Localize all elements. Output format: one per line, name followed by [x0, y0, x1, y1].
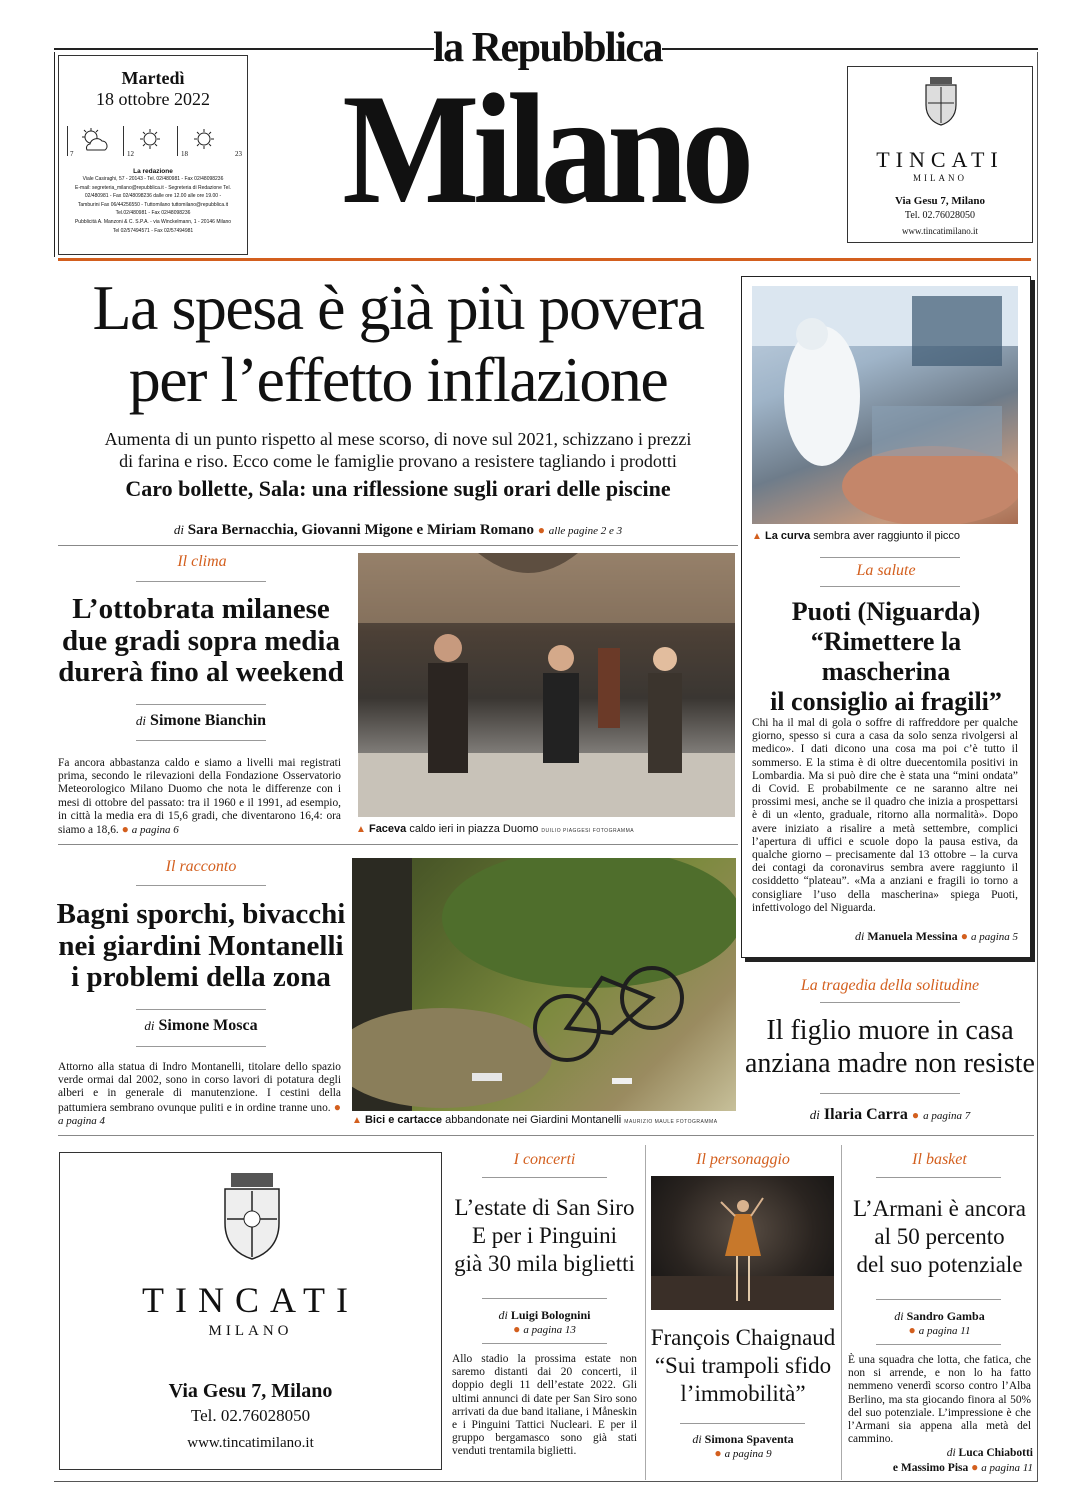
lead-byline: di Sara Bernacchia, Giovanni Migone e Miriam Romano ● alle pagine 2 e 3: [173, 522, 623, 538]
salute-byline: di Manuela Messina ● a pagina 5: [855, 929, 1018, 943]
concerti-kicker: I concerti: [513, 1151, 576, 1168]
clima-kicker: Il clima: [177, 553, 227, 570]
ad-top-web: www.tincatimilano.it: [902, 226, 978, 236]
ad-bottom-web: www.tincatimilano.it: [187, 1435, 314, 1451]
masthead-rule-left: [54, 48, 434, 50]
lower-rule: [58, 1135, 1034, 1136]
lead-subhead[interactable]: Caro bollette, Sala: una riflessione sugli orari delle piscine: [125, 476, 671, 501]
concerti-body: Allo stadio la prossima estate non saremo distanti dai 20 concerti, il doppio degli 11 dell’estate 2022. Gli ultimi annunci di date per San Siro sono arrivati da due band italiane, i Måneskin e i Pinguini Tattici Nucleari. E per il gruppo bergamasco sono già stati venduti trentamila biglietti.: [452, 1353, 637, 1458]
ad-bottom-city: MILANO: [208, 1323, 293, 1339]
page-border-bottom: [54, 1481, 1038, 1482]
clima-byline: di Simone Bianchin: [135, 712, 267, 729]
crest-icon: [920, 75, 962, 127]
personaggio-kicker: Il personaggio: [696, 1151, 790, 1168]
ad-top-city: MILANO: [913, 173, 967, 183]
tragedia-kicker: La tragedia della solitudine: [800, 977, 980, 994]
ad-bottom[interactable]: [59, 1152, 442, 1470]
brand-logo: la Repubblica: [432, 25, 663, 71]
duomo-photo: [358, 553, 735, 817]
tragedia-byline: di Ilaria Carra ● a pagina 7: [809, 1106, 971, 1123]
salute-kicker: La salute: [856, 562, 916, 579]
col-sep-1: [645, 1145, 646, 1480]
lead-summary: Aumenta di un punto rispetto al mese scorso, di nove sul 2021, schizzano i prezzi di farina e riso. Ecco come le famiglie provano a resistere tagliando i prodotti: [104, 429, 692, 471]
bike-photo: [352, 858, 736, 1111]
clima-body: Fa ancora abbastanza caldo e siamo a livelli mai registrati prima, secondo le rilevazioni della Fondazione Osservatorio Meteorologico Milano Duomo che nota le differenze con i mesi di ottobre del passato: tra il 1960 e il 1991, ad esempio, in città la media era di 15,6 gradi, che diventarono 16,4: ora siamo a 18,6. ● a pagina 6: [58, 757, 341, 837]
tragedia-headline[interactable]: Il figlio muore in casa anziana madre non resiste: [745, 1015, 1035, 1079]
ad-bottom-phone: Tel. 02.76028050: [190, 1406, 311, 1425]
racconto-body: Attorno alla statua di Indro Montanelli, titolare dello spazio verde ormai dal 2002, sono in corso lavori di potatura degli alberi e in generale di manutenzione. I cestini della pattumiera sembrano ovunque puliti e in ordine tranne uno. ● a pagina 4: [58, 1061, 341, 1127]
weather-strip: 7 12 18 23: [67, 122, 239, 162]
ad-top-name: TINCATI: [876, 147, 1004, 172]
bike-photo-caption: ▲ Bici e cartacce abbandonate nei Giardini Montanelli MAURIZIO MAULE FOTOGRAMMA: [352, 1114, 718, 1126]
personaggio-byline: di Simona Spaventa ● a pagina 9: [692, 1432, 794, 1460]
redazione-title: La redazione: [133, 168, 173, 175]
page-border-right: [1037, 52, 1038, 1482]
racconto-kicker: Il racconto: [165, 858, 237, 875]
concerti-byline: di Luigi Bolognini ● a pagina 13: [498, 1308, 591, 1336]
lead-headline[interactable]: La spesa è già più povera per l’effetto inflazione: [92, 272, 704, 415]
salute-headline[interactable]: Puoti (Niguarda) “Rimettere la mascherina il consiglio ai fragili”: [770, 597, 1002, 716]
basket-headline[interactable]: L’Armani è ancora al 50 percento del suo potenziale: [853, 1196, 1026, 1277]
date: 18 ottobre 2022: [96, 89, 210, 109]
masthead-rule-right: [662, 48, 1038, 50]
masthead-accent-rule: [58, 258, 1031, 261]
ad-top-phone: Tel. 02.76028050: [904, 210, 976, 221]
basket-byline-2: di Luca Chiabotti e Massimo Pisa ● a pagina 11: [892, 1447, 1033, 1474]
mid-rule: [58, 844, 738, 845]
ad-bottom-name: TINCATI: [142, 1280, 359, 1320]
hospital-photo: [752, 286, 1018, 524]
clima-headline[interactable]: L’ottobrata milanese due gradi sopra media durerà fino al weekend: [58, 593, 344, 688]
ad-top-address: Via Gesu 7, Milano: [894, 195, 986, 207]
page-border-left: [54, 52, 55, 257]
concerti-headline[interactable]: L’estate di San Siro E per i Pinguini già 30 mila biglietti: [454, 1195, 635, 1276]
basket-byline: di Sandro Gamba ● a pagina 11: [894, 1309, 985, 1337]
basket-kicker: Il basket: [912, 1151, 967, 1168]
col-sep-2: [841, 1145, 842, 1480]
ad-bottom-address: Via Gesu 7, Milano: [168, 1380, 333, 1402]
sun-cloud-icon: [133, 126, 169, 154]
weekday: Martedì: [121, 68, 185, 88]
duomo-photo-caption: ▲ Faceva caldo ieri in piazza Duomo DUILIO PIAGGESI FOTOGRAMMA: [356, 823, 635, 835]
racconto-byline: di Simone Mosca: [144, 1017, 258, 1034]
sun-cloud-icon: [77, 126, 113, 154]
hospital-photo-caption: ▲ La curva sembra aver raggiunto il picco: [752, 530, 961, 542]
date-box: [58, 55, 248, 255]
racconto-headline[interactable]: Bagni sporchi, bivacchi nei giardini Montanelli i problemi della zona: [56, 898, 346, 993]
dancer-photo: [651, 1176, 834, 1310]
salute-body: Chi ha il mal di gola o soffre di raffreddore per qualche giorno, spesso si cura a casa da solo senza rivolgersi al medico». I dati dicono una cosa ma poi c’è tutto il sommerso. E la stima è di oltre duecentomila positivi in Lombardia. Ma si può dire che è stata una “mini ondata” di Covid. E probabilmente ce ne saranno altre nei prossimi mesi, anche se il quadro che inizia a prospettarsi è di un «lento, graduale, ritorno alla normalità». Dopo avere iniziato a risalire a metà settembre, complici l’apertura di uffici e scuole dopo la pausa estiva, da qualche giorno – precisamente dal 13 ottobre – la curva dei contagi da coronavirus sembra avere raggiunto il cosiddetto “plateau”. «Ma a anziani e fragili io torno a consigliare l’uso della mascherina» spiega Puoti, infettivologo del Niguarda.: [752, 717, 1018, 914]
sun-icon: [187, 126, 223, 154]
crest-icon: [215, 1171, 289, 1261]
lead-bottom-rule: [58, 545, 738, 546]
basket-body: È una squadra che lotta, che fatica, che non si arrende, e non lo ha fatto nemmeno venerdì scorso contro l’Alba Berlino, ma sta giocando finora al 50% del suo potenziale. L’impressione è che l’Armani sia appena alla metà del cammino.: [848, 1354, 1031, 1446]
personaggio-headline[interactable]: François Chaignaud “Sui trampoli sfido l’immobilità”: [650, 1325, 836, 1406]
ad-top[interactable]: [847, 66, 1033, 243]
redazione-info: Viale Casiraghi, 57 - 20143 - Tel. 02/480981 - Fax 02/48098236 E-mail: segreteria_milano@repubblica.it - Segreteria di Redazione Tel. 02/480981 - Fax 02/48098236 dalle ore 12.00 alle ore 19.00 - Tamburini Fax 06/44256550 - Tuttomilano tuttomilano@repubblica.it Tel.02/480981 - Fax 02/48098236 Pubblicità A. Manzoni & C. S.P.A. - via Winckelmann, 1 - 20146 Milano Tel 02/57494571 - Fax 02/57494981: [74, 176, 232, 234]
edition-title: Milano: [342, 62, 748, 237]
